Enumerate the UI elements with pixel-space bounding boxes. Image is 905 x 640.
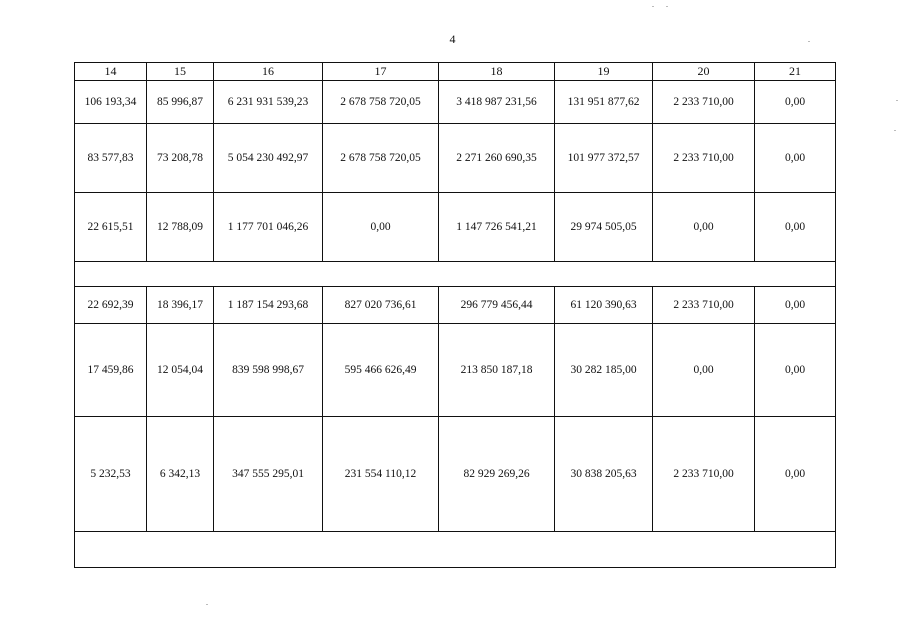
table-cell: 85 996,87: [147, 81, 214, 124]
table-cell: 0,00: [755, 417, 836, 532]
table-row: [75, 193, 836, 262]
table-row: [75, 417, 836, 532]
table-cell: 595 466 626,49: [323, 324, 439, 417]
column-header: 19: [555, 63, 653, 81]
header-row: [75, 63, 836, 81]
table-cell: 22 615,51: [75, 193, 147, 262]
table-cell: 3 418 987 231,56: [439, 81, 555, 124]
separator-row: [75, 262, 836, 287]
data-table: [74, 62, 836, 568]
scan-speck: [652, 6, 654, 7]
table-cell: 1 177 701 046,26: [214, 193, 323, 262]
scan-speck: [808, 41, 810, 42]
table-cell: 347 555 295,01: [214, 417, 323, 532]
column-header: 15: [147, 63, 214, 81]
scan-speck: [206, 604, 208, 605]
column-header: 21: [755, 63, 836, 81]
table-cell: 61 120 390,63: [555, 287, 653, 324]
table-cell: 83 577,83: [75, 124, 147, 193]
column-header: 17: [323, 63, 439, 81]
scan-speck: [666, 6, 668, 7]
table-cell: 0,00: [755, 287, 836, 324]
column-header: 18: [439, 63, 555, 81]
table-row: [75, 124, 836, 193]
table-cell: 2 233 710,00: [653, 81, 755, 124]
table-cell: 131 951 877,62: [555, 81, 653, 124]
table-cell: 73 208,78: [147, 124, 214, 193]
table-cell: 101 977 372,57: [555, 124, 653, 193]
table-cell: 82 929 269,26: [439, 417, 555, 532]
column-header: 20: [653, 63, 755, 81]
table-cell: 0,00: [755, 193, 836, 262]
table-cell: 30 282 185,00: [555, 324, 653, 417]
table-row: [75, 324, 836, 417]
table-cell: 0,00: [755, 124, 836, 193]
table-row: [75, 81, 836, 124]
table-cell: 1 187 154 293,68: [214, 287, 323, 324]
table-cell: 2 233 710,00: [653, 287, 755, 324]
table-cell: 12 788,09: [147, 193, 214, 262]
scan-speck: [894, 130, 896, 131]
table-cell: 6 342,13: [147, 417, 214, 532]
table-cell: 827 020 736,61: [323, 287, 439, 324]
table-cell: 296 779 456,44: [439, 287, 555, 324]
table-cell: 2 233 710,00: [653, 417, 755, 532]
footer-cell: [75, 532, 836, 568]
column-header: 16: [214, 63, 323, 81]
table-cell: 22 692,39: [75, 287, 147, 324]
table-cell: 2 678 758 720,05: [323, 81, 439, 124]
table-cell: 106 193,34: [75, 81, 147, 124]
table-cell: 1 147 726 541,21: [439, 193, 555, 262]
table-cell: 0,00: [653, 324, 755, 417]
table-cell: 2 678 758 720,05: [323, 124, 439, 193]
table-cell: 17 459,86: [75, 324, 147, 417]
table-cell: 12 054,04: [147, 324, 214, 417]
table-cell: 0,00: [755, 324, 836, 417]
table-cell: 5 232,53: [75, 417, 147, 532]
table-cell: 839 598 998,67: [214, 324, 323, 417]
table-cell: 0,00: [323, 193, 439, 262]
table-cell: 231 554 110,12: [323, 417, 439, 532]
page-number: 4: [449, 32, 456, 46]
table-cell: 30 838 205,63: [555, 417, 653, 532]
column-header: 14: [75, 63, 147, 81]
table-cell: 2 233 710,00: [653, 124, 755, 193]
table-cell: 5 054 230 492,97: [214, 124, 323, 193]
table-cell: 213 850 187,18: [439, 324, 555, 417]
table-cell: 2 271 260 690,35: [439, 124, 555, 193]
table-cell: 18 396,17: [147, 287, 214, 324]
table-cell: 6 231 931 539,23: [214, 81, 323, 124]
table-cell: 29 974 505,05: [555, 193, 653, 262]
table-cell: 0,00: [653, 193, 755, 262]
table-row: [75, 287, 836, 324]
separator-cell: [75, 262, 836, 287]
table-cell: 0,00: [755, 81, 836, 124]
footer-row: [75, 532, 836, 568]
scan-speck: [896, 100, 898, 101]
